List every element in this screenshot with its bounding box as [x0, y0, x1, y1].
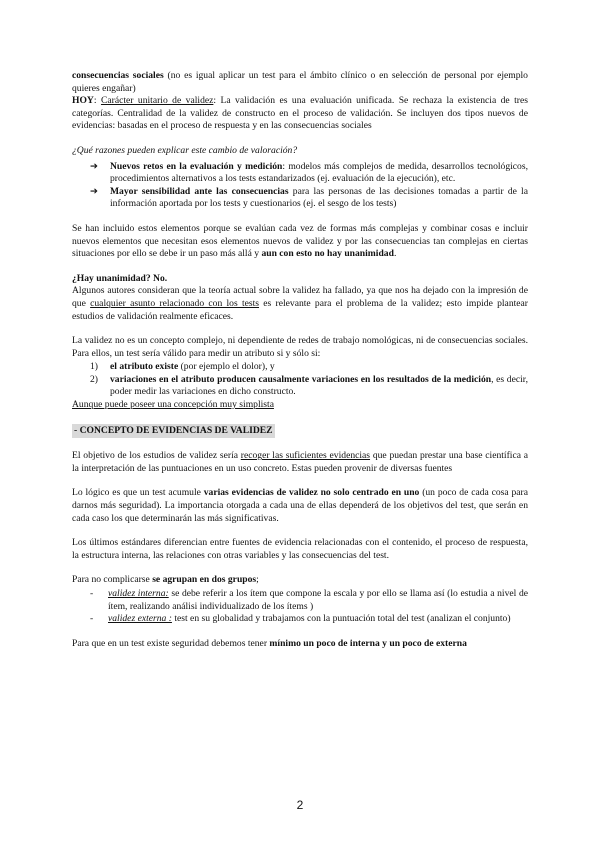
document-page [72, 70, 528, 650]
paragraph-text: Se han incluido estos elementos porque se evalúan cada vez de formas más complejas y combinar cosas e incluir nuevos elementos que necesitan esos elementos nuevos de validez y por las consecuencias tan complejas en ciertas situaciones por ello se debe ir un paso más allá y [72, 222, 528, 260]
list-number: 1) [90, 361, 98, 373]
item-rest: : modelos más complejos de medida, desarrollos tecnológicos, procedimientos alternativos a los tests estandarizados (ej. evaluación de la ejecución), etc. [110, 160, 528, 185]
bold-term: aun con esto no hay unanimidad [261, 248, 394, 260]
paragraph-text: (no es igual aplicar un test para el ámbito clínico o en selección de personal por ejemplo quieres engañar) [72, 70, 528, 94]
list-item-text [110, 161, 528, 186]
arrow-icon: ➔ [90, 160, 99, 172]
item-rest: se debe referir a los ítem que compone la escala y por ello se llama así (lo estudia a nivel de ítem, realizando análisi individualizado de los ítems ) [108, 588, 528, 612]
underlined-term: Carácter unitario de validez [100, 95, 214, 107]
bold-term: Nuevos retos en la evaluación y medición [110, 160, 283, 172]
bold-term: mínimo un poco de interna y un poco de externa [269, 637, 467, 649]
separator: : [93, 95, 101, 107]
list-item-text [108, 613, 528, 626]
paragraph-text: Algunos autores consideran que la teoría actual sobre la validez ha fallado, ya que nos ha dejado con la impresión de que [72, 285, 528, 309]
conditions-list [90, 361, 528, 399]
spacer [72, 211, 528, 223]
list-item-text [110, 374, 528, 399]
bold-term: Mayor sensibilidad ante las consecuencias [110, 185, 289, 197]
paragraph-standards: Los últimos estándares diferencian entre fuentes de evidencia relacionadas con el contenido, el proceso de respuesta, la estructura interna, las relaciones con otras variables y las consecuencias del test. [72, 537, 528, 561]
spacer [72, 261, 528, 273]
paragraph-definition: La validez no es un concepto complejo, ni dependiente de redes de trabajo nomológicas, ni de consecuencias sociales. Para ellos, un test sería válido para medir un atributo si y sólo si: [72, 335, 528, 359]
spacer [72, 525, 528, 537]
arrow-icon: ➔ [90, 185, 99, 197]
spacer [72, 438, 528, 450]
list-item [90, 361, 528, 374]
spacer [72, 475, 528, 487]
paragraph-hoy [72, 95, 528, 133]
bold-term: el atributo existe [110, 361, 179, 373]
paragraph-security [72, 638, 528, 651]
page-number: 2 [296, 798, 304, 812]
spacer [72, 562, 528, 574]
groups-list [90, 588, 528, 626]
paragraph-groups [72, 574, 528, 587]
list-item [90, 588, 528, 613]
paragraph-text: : La validación es una evaluación unificada. Se rechaza la existencia de tres categorías. Centralidad de la validez de constructo en el proceso de validación. Se incluyen dos tipos nuevos de evidencias: basadas en el proceso de respuesta y en las consecuencias sociales [72, 95, 528, 132]
unanimity-heading: ¿Hay unanimidad? No. [72, 272, 168, 284]
reasons-list [90, 161, 528, 211]
paragraph-accumulate [72, 487, 528, 525]
question-heading: ¿Qué razones pueden explicar este cambio de valoración? [72, 144, 298, 156]
paragraph-text: Para que en un test existe seguridad debemos tener [72, 637, 270, 649]
bold-term: varias evidencias de validez no solo centrado en uno [203, 487, 420, 499]
section-heading: - CONCEPTO DE EVIDENCIAS DE VALIDEZ [72, 424, 275, 439]
list-item-text [110, 361, 528, 374]
paragraph-social-consequences [72, 70, 528, 95]
list-item [90, 161, 528, 186]
paragraph-end: ; [256, 574, 259, 586]
underlined-term: validez externa : [108, 613, 172, 625]
paragraph-unanimity [72, 285, 528, 323]
paragraph-objective [72, 450, 528, 475]
underlined-term: validez interna: [108, 588, 169, 599]
underlined-term: cualquier asunto relacionado con los tests [90, 297, 260, 309]
list-item [90, 186, 528, 211]
list-number: 2) [90, 373, 98, 385]
bold-term: se agrupan en dos grupos [152, 574, 257, 586]
spacer [72, 323, 528, 335]
list-item [90, 374, 528, 399]
dash-bullet: - [90, 588, 94, 599]
dash-bullet: - [90, 613, 94, 625]
section-heading-wrap [72, 424, 528, 439]
bold-term: variaciones en el atributo producen causalmente variaciones en los resultados de la medición [110, 373, 492, 385]
item-rest: para las personas de las decisiones tomadas a partir de la información aportada por los tests y cuestionarios (ej. el sesgo de los tests) [110, 185, 528, 210]
list-item [90, 613, 528, 626]
list-item-text [108, 588, 528, 613]
paragraph-new-elements [72, 223, 528, 261]
hoy-label: HOY [72, 95, 94, 107]
item-rest: test en su globalidad y trabajamos con la puntuación total del test (analizan el conjunto) [171, 613, 511, 625]
paragraph-text: El objetivo de los estudios de validez sería [72, 450, 241, 462]
list-item-text [110, 186, 528, 211]
spacer [72, 626, 528, 638]
spacer [72, 412, 528, 424]
underlined-term: recoger las suficientes evidencias [240, 450, 371, 462]
paragraph-text: es relevante para el problema de la validez; esto impide plantear estudios de validación realmente eficaces. [72, 297, 528, 322]
paragraph-text: Lo lógico es que un test acumule [72, 487, 204, 499]
paragraph-text: Para no complicarse [72, 574, 153, 586]
simplistic-note: Aunque puede poseer una concepción muy simplista [72, 399, 274, 411]
bold-term: consecuencias sociales [72, 70, 164, 81]
item-rest: (por ejemplo el dolor), y [178, 361, 275, 373]
spacer [72, 133, 528, 145]
paragraph-end: . [393, 248, 397, 260]
item-rest: , es decir, poder medir las variaciones en dicho constructo. [110, 373, 528, 398]
paragraph-text: que puedan prestar una base científica a la interpretación de las puntuaciones en un uso concreto. Estas pueden provenir de diversas fuentes [72, 450, 529, 474]
paragraph-text: (un poco de cada cosa para darnos más seguridad). La importancia otorgada a cada una de ellas dependerá de los objetivos del test, que serán en cada caso los que determinarán las más significativas. [72, 487, 528, 524]
